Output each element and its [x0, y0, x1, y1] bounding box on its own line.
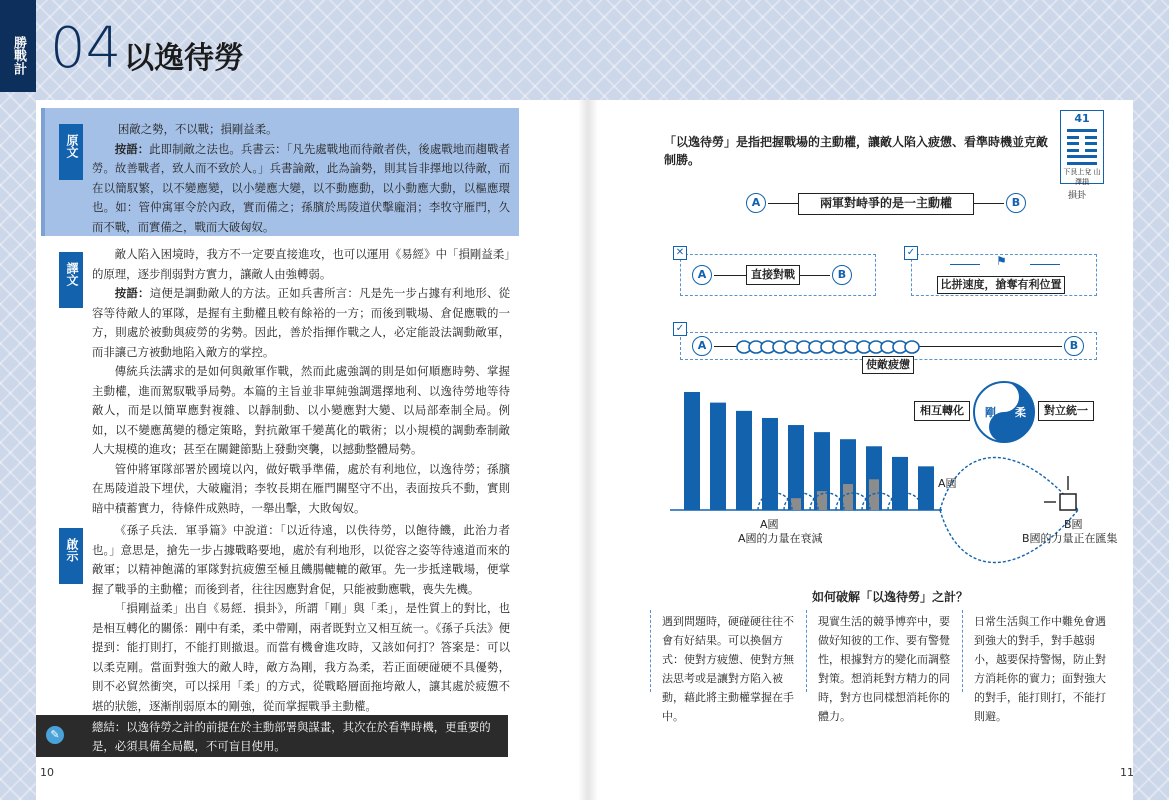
yuanwen-quote: 困敵之勢，不以戰；損剛益柔。: [118, 122, 278, 136]
speed-arrow-left: [950, 264, 980, 265]
lead-text: 「以逸待勞」是指把握戰場的主動權，讓敵人陷入疲憊、看準時機並克敵制勝。: [664, 135, 1049, 167]
bar-a-3: [736, 411, 752, 510]
node-b: B: [1006, 193, 1026, 213]
chart-label-a-top: A國: [938, 477, 957, 490]
arc-big-top: [940, 458, 1078, 511]
yy-gang: 剛: [985, 406, 996, 419]
yiwen-text: [92, 245, 510, 518]
summary-text: 總結：以逸待勞之計的前提在於主動部署與謀畫，其次在於看準時機，更重要的是，必須具備全局觀，不可盲目使用。: [92, 720, 491, 753]
main-arrow-label: 兩軍對峙爭的是一主動權: [798, 193, 974, 215]
chapter-number: 04: [50, 16, 122, 81]
b-box: [1060, 494, 1076, 510]
label-anyu-2: 按語：: [114, 286, 150, 300]
strength-chart: [670, 380, 1080, 576]
label-anyu: 按語：: [114, 141, 150, 156]
yuanwen-anyu: 此即制敵之法也。兵書云：「凡先處戰地而待敵者佚，後處戰地而趨戰者勞。故善戰者，致人而不致於人。」兵書論敵，此為論勢，則其旨非擇地以待敵，而在以簡馭繁，以不變應變，以小變應大變，以不動應動，以小動應大動，以樞應環也。如：管仲寓軍令於內政，實而備之；孫臏於馬陵道伏擊龐涓；李牧守雁門，久而不戰，而實備之，戰而大破匈奴。: [92, 141, 510, 234]
page-number-left: 10: [40, 766, 54, 779]
summary-box: [36, 715, 508, 757]
x-node-a: A: [692, 265, 712, 285]
yy-right-label: 對立統一: [1038, 401, 1094, 421]
node-a: A: [746, 193, 766, 213]
check-icon-2: ✓: [673, 322, 687, 336]
page-fold: [578, 100, 598, 800]
yiwen-p2: 這便是調動敵人的方法。正如兵書所言：凡是先一步占據有利地形、從容等待敵人的軍隊，是握有主動權且較有餘裕的一方；而後到戰場、倉促應戰的一方，則處於被動與疲勞的劣勢。因此，善於指揮作戰之人，必定能設法調動敵軍，而非讓己方被動地陷入敵方的掌控。: [92, 286, 510, 359]
flag-icon: ⚑: [996, 254, 1007, 268]
chart-label-b: B國: [1064, 518, 1083, 531]
x-label: 直接對戰: [746, 265, 800, 285]
chart-label-b-desc: B國的力量正在匯集: [1022, 532, 1118, 545]
c2-node-a: A: [692, 336, 712, 356]
qishi-p2: 「損剛益柔」出自《易經．損卦》，所謂「剛」與「柔」，是性質上的對比，也是相互轉化的關係：剛中有柔，柔中帶剛，兩者既對立又相互統一。《孫子兵法》便提到：能打則打，不能打則撤退。而當有機會進攻時，又該如何打？答案是：可以以柔克剛。當面對強大的敵人時，敵方為剛，我方為柔，若正面硬碰硬不具優勢，則不必貿然衝突，可以採用「柔」的方式，從戰略層面拖垮敵人，讓其處於疲憊不堪的狀態，逐漸削弱原本的剛強，從而掌握戰爭主動權。: [92, 601, 510, 713]
check2-label: 使敵疲憊: [862, 356, 914, 374]
col-divider-3: [962, 610, 963, 692]
how-col-3: 日常生活與工作中難免會遇到強大的對手，對手越弱小，越要保持警惕，防止對方消耗你的實力；面對強大的對手，能打則打，不能打則避。: [974, 615, 1106, 723]
yiwen-p3: 傳統兵法講求的是如何與敵軍作戰，然而此處強調的則是如何順應時勢、掌握主動權，進而駕馭戰爭局勢。本篇的主旨並非單純強調選擇地利、以逸待勞地等待敵人，而是以簡單應對複雜、以靜制動、以小變應對大變、以局部牽制全局。例如，以不變應萬變的穩定策略，對抗敵軍千變萬化的戰術；以小規模的調動牽制敵人大規模的進攻；甚至在關鍵節點上發動突襲，以撼動整體局勢。: [92, 364, 510, 456]
col-divider-2: [806, 610, 807, 692]
check-icon: ✓: [904, 246, 918, 260]
check1-label: 比拼速度，搶奪有利位置: [937, 276, 1065, 294]
chapter-title: 以逸待勞: [124, 41, 244, 76]
cross-icon: ✕: [673, 246, 687, 260]
hexagram-card: [1060, 110, 1104, 184]
yy-rou: 柔: [1015, 406, 1026, 419]
bar-a-2: [710, 403, 726, 510]
chart-label-a: A國: [760, 518, 779, 531]
qishi-p1: 《孫子兵法．軍爭篇》中說道：「以近待遠，以佚待勞，以飽待饑，此治力者也。」意思是，搶先一步占據戰略要地，處於有利地形，以從容之姿等待遠道而來的敵軍；以精神飽滿的軍隊對抗疲憊至極且饑腸轆轆的敵軍。先一步抵達戰場，便掌握了戰爭的主動權；而後到者，往往因應對倉促，只能被動應戰，喪失先機。: [92, 523, 510, 596]
bar-a-9: [892, 457, 908, 510]
hexagram-number: 41: [1074, 112, 1090, 125]
bar-a-1: [684, 392, 700, 510]
qishi-text: [92, 521, 510, 716]
c2-node-b: B: [1064, 336, 1084, 356]
hexagram-name: 損卦: [1068, 191, 1087, 201]
col-divider-1: [650, 610, 651, 692]
bar-a-5: [788, 425, 804, 510]
chart-label-a-desc: A國的力量在衰減: [738, 532, 823, 545]
yiwen-p1: 敵人陷入困境時，我方不一定要直接進攻，也可以運用《易經》中「損剛益柔」的原理，逐步削弱對方實力，讓敵人由強轉弱。: [92, 247, 510, 281]
hexagram-symbol: [1067, 129, 1097, 165]
how-col-2: 現實生活的競爭博弈中，要做好知彼的工作、要有警覺性，根據對方的變化而調整對策。想消耗對方精力的同時，對方也同樣想消耗你的體力。: [818, 615, 950, 723]
tab-yiwen: 譯文: [59, 252, 83, 308]
side-tab: 勝戰計: [0, 0, 36, 92]
yiwen-p4: 管仲將軍隊部署於國境以內，做好戰爭準備，處於有利地位，以逸待勞；孫臏在馬陵道設下埋伏，大破龐涓；李牧長期在雁門關堅守不出，表面按兵不動，實則暗中積蓄實力，待條件成熟時，一舉出擊，大敗匈奴。: [92, 461, 510, 515]
page-number-right: 11: [1120, 766, 1134, 779]
hexagram-caption: 下艮上兌 山澤損: [1063, 168, 1101, 186]
how-col-1: 遇到問題時，硬碰硬往往不會有好結果。可以換個方式：使對方疲憊、使對方無法思考或是讓對方陷入被動，藉此將主動權掌握在手中。: [662, 615, 794, 723]
yuanwen-text: [92, 120, 510, 237]
bar-b-7: [843, 484, 853, 510]
note-icon: ✎: [46, 726, 64, 744]
tab-yuanwen: 原文: [59, 124, 83, 180]
yy-left-label: 相互轉化: [914, 401, 970, 421]
speed-arrow-right: [1030, 264, 1060, 265]
x-node-b: B: [832, 265, 852, 285]
how-title: 如何破解「以逸待勞」之計？: [812, 590, 969, 604]
tab-qishi: 啟示: [59, 528, 83, 584]
